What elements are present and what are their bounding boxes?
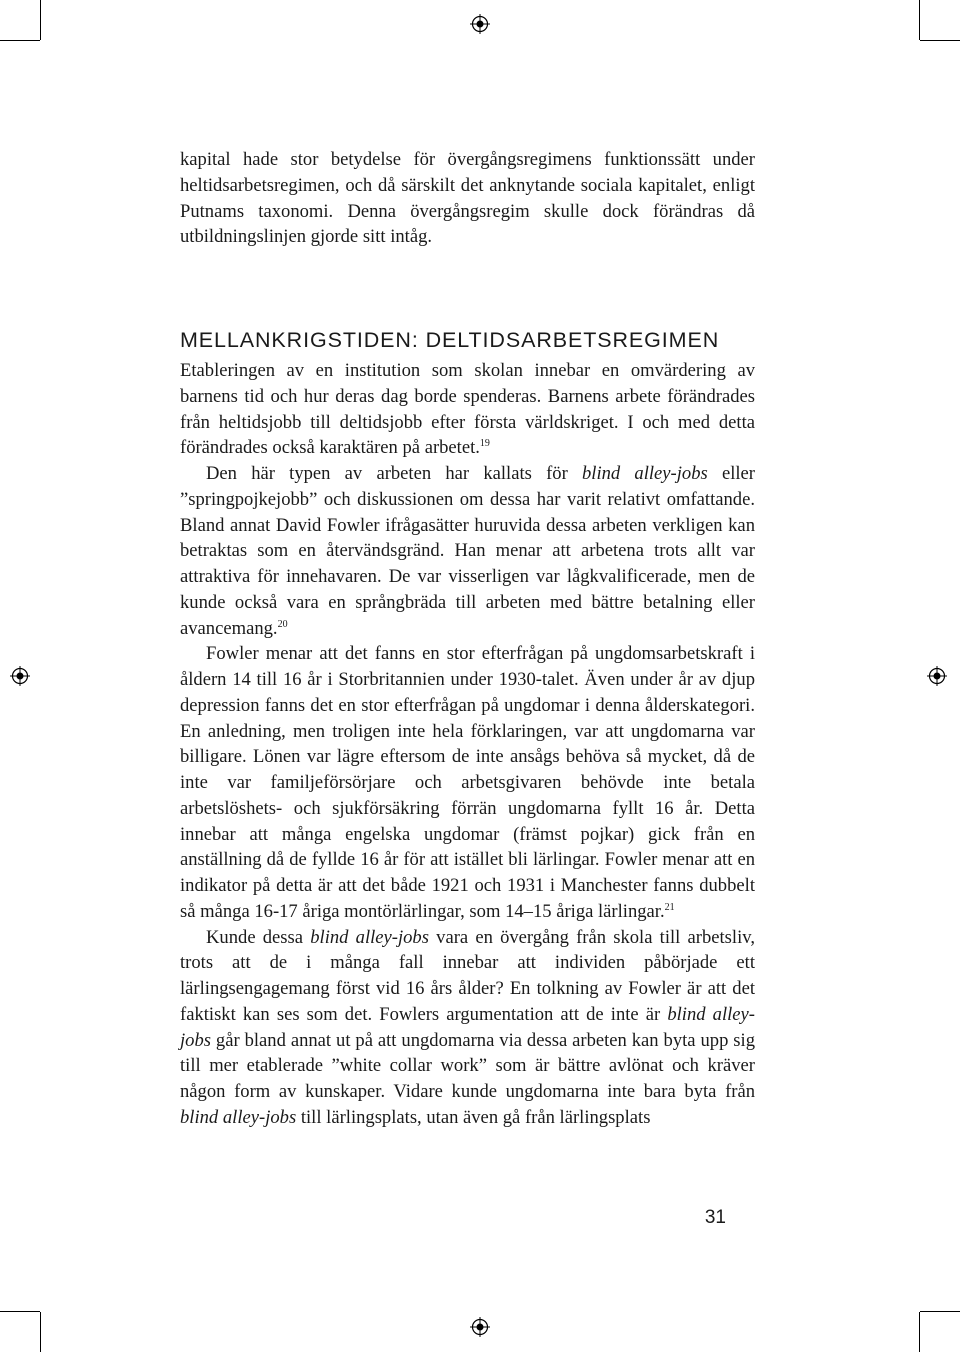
registration-mark-left-icon [10, 666, 30, 686]
intro-paragraph: kapital hade stor betydelse för övergångsregimens funktionssätt under heltidsarbetsregimen, och då särskilt det anknytande sociala kapitalet, enligt Putnams taxonomi. Denna övergångsregim skulle dock förändras då utbildningslinjen gjorde sitt intåg. [180, 149, 755, 248]
crop-mark-bottom-left [40, 1312, 41, 1352]
paragraph-4-text-b: vara en övergång från skola till arbetsliv, trots att de i många fall innebar att individen påbörjade ett lärlingsengagemang först vid 16 års ålder? En tolkning av Fowler är att det faktiskt kan ses som det. Fowlers argumentation att de inte är [180, 926, 755, 1025]
italic-term: blind alley-jobs [180, 1003, 755, 1051]
paragraph-1 [180, 358, 755, 461]
paragraph-4-text-a: Kunde dessa [206, 926, 311, 948]
paragraph-4-text-d: till lärlingsplats, utan även gå från lärlingsplats [296, 1106, 651, 1128]
crop-mark-bottom-left-horizontal [0, 1311, 40, 1312]
footnote-ref-20[interactable]: 20 [277, 618, 288, 630]
paragraph-3-text: Fowler menar att det fanns en stor efterfrågan på ungdomsarbetskraft i åldern 14 till 16 år i Storbritannien under 1930-talet. Även under år av djup depression fanns det en stor efterfrågan på ungdomar i denna ålderskategori. En anledning, men troligen inte hela förklaringen, var att ungdomarna var billigare. Lönen var lägre eftersom de inte ansågs behöva så mycket, då de inte var familjeförsörjare och arbetsgivaren behövde inte betala arbetslöshets- och sjukförsäkring förrän ungdomarna fyllt 16 år. Detta innebar att många engelska ungdomar (främst pojkar) gick från en anställning då de fyllde 16 år för att istället bli lärlingar. Fowler menar att en indikator på detta är att det både 1921 och 1931 i Manchester fanns dubbelt så många 16-17 åriga montörlärlingar, som 14–15 åriga lärlingar. [180, 643, 755, 922]
crop-mark-top-right-horizontal [920, 40, 960, 41]
crop-mark-top-right [919, 0, 920, 40]
page-body [180, 147, 755, 1131]
crop-mark-top-left-horizontal [0, 40, 40, 41]
italic-term: blind alley-jobs [180, 1106, 297, 1128]
registration-mark-bottom-icon [470, 1317, 490, 1337]
page-number: 31 [704, 1207, 726, 1228]
italic-term: blind alley-jobs [310, 926, 429, 948]
footnote-ref-19[interactable]: 19 [479, 438, 490, 450]
italic-term: blind alley-jobs [581, 463, 708, 484]
footnote-ref-21[interactable]: 21 [664, 901, 675, 913]
paragraph-4 [180, 925, 755, 1131]
paragraph-2-text-b: eller ”springpojkejobb” och diskussionen om dessa har varit relativt omfattande. Bland annat David Fowler ifrågasätter huruvida dessa arbeten verkligen kan betraktas som en återvändsgränd. Han menar att arbetena trots allt var attraktiva för innehavaren. De var visserligen var lågkvalificerade, men de kunde också vara en språngbräda till arbeten med bättre betalning eller avancemang. [180, 463, 755, 639]
paragraph-2-text-a: Den här typen av arbeten har kallats för [206, 463, 582, 484]
paragraph-3 [180, 641, 755, 924]
paragraph-4-text-c: går bland annat ut på att ungdomarna via dessa arbeten kan byta upp sig till mer etablerade ”white collar work” som är bättre avlönat och kräver någon form av kunskaper. Vidare kunde ungdomarna inte bara byta från [180, 1029, 755, 1102]
crop-mark-bottom-right-horizontal [920, 1311, 960, 1312]
paragraph-2 [180, 461, 755, 641]
crop-mark-bottom-right [919, 1312, 920, 1352]
registration-mark-right-icon [927, 666, 947, 686]
section-heading: MELLANKRIGSTIDEN: DELTIDSARBETSREGIMEN [180, 328, 720, 352]
registration-mark-top-icon [470, 14, 490, 34]
crop-mark-top-left [40, 0, 41, 40]
paragraph-1-text: Etableringen av en institution som skolan innebar en omvärdering av barnens tid och hur deras dag borde spenderas. Barnens arbete förändrades från heltidsjobb till deltidsjobb efter första världskriget. I och med detta förändrades också karaktären på arbetet. [180, 360, 755, 459]
